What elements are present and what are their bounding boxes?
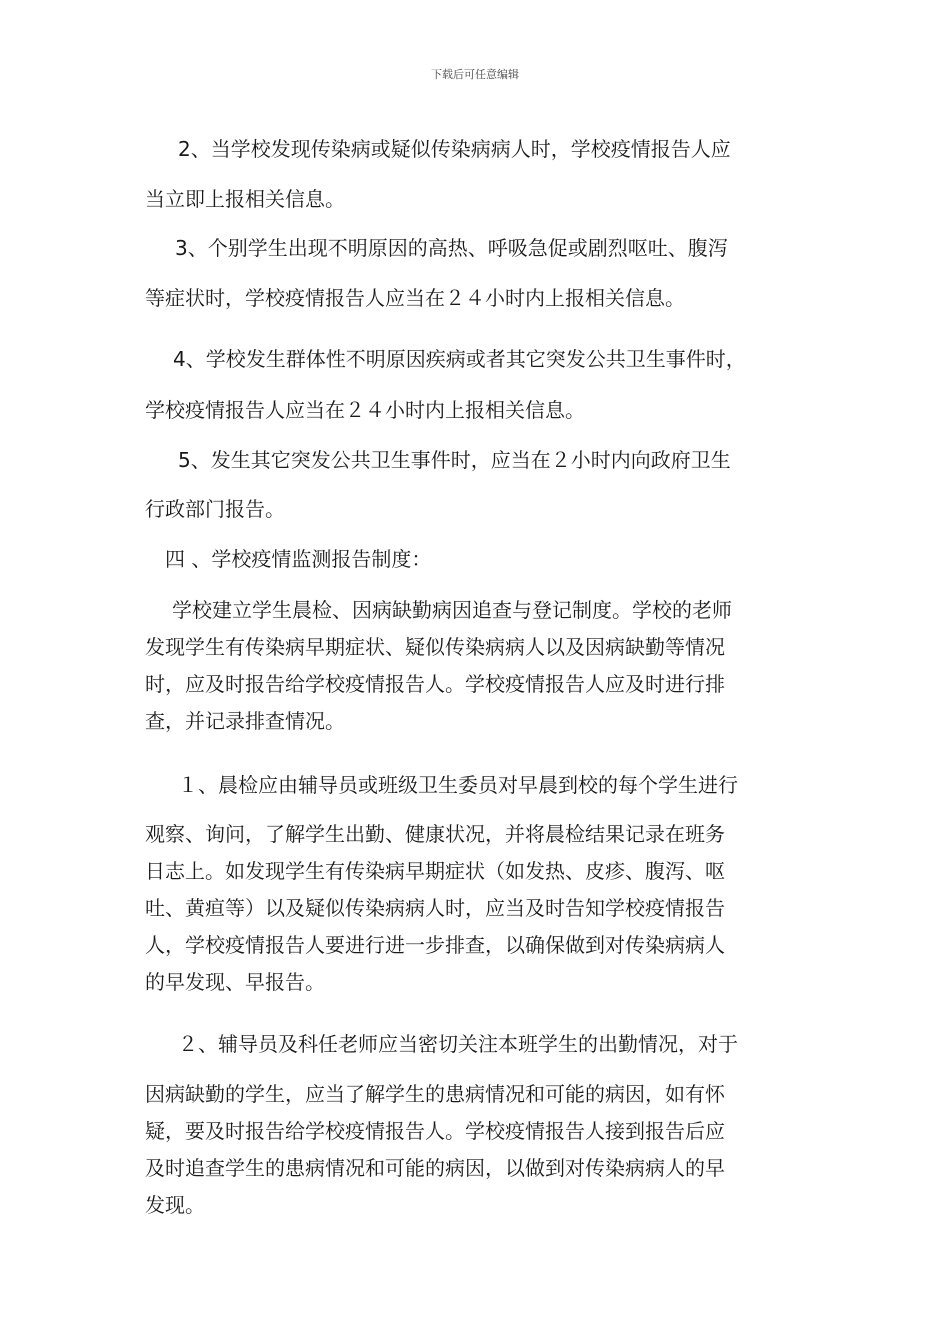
text-line: 疑，要及时报告给学校疫情报告人。学校疫情报告人接到报告后应: [145, 1119, 725, 1143]
text-line: 行政部门报告。: [145, 497, 285, 521]
text-line: 日志上。如发现学生有传染病早期症状（如发热、皮疹、腹泻、呕: [145, 859, 725, 883]
text-line: 当立即上报相关信息。: [145, 187, 345, 211]
section-heading: 四 、学校疫情监测报告制度：: [165, 547, 432, 571]
text-line: 人，学校疫情报告人要进行进一步排查，以确保做到对传染病病人: [145, 933, 725, 957]
text-line: 5、发生其它突发公共卫生事件时，应当在２小时内向政府卫生: [178, 448, 731, 472]
text-line: 观察、询问，了解学生出勤、健康状况，并将晨检结果记录在班务: [145, 822, 725, 846]
page-header: 下载后可任意编辑: [431, 68, 519, 81]
text-line: 查，并记录排查情况。: [145, 709, 345, 733]
text-line: 等症状时，学校疫情报告人应当在２４小时内上报相关信息。: [145, 286, 685, 310]
text-line: 4、学校发生群体性不明原因疾病或者其它突发公共卫生事件时，: [173, 347, 746, 371]
text-line: 学校疫情报告人应当在２４小时内上报相关信息。: [145, 398, 585, 422]
text-line: １、晨检应由辅导员或班级卫生委员对早晨到校的每个学生进行: [178, 773, 738, 797]
text-line: ２、辅导员及科任老师应当密切关注本班学生的出勤情况，对于: [178, 1032, 738, 1056]
text-line: 发现学生有传染病早期症状、疑似传染病病人以及因病缺勤等情况: [145, 635, 725, 659]
text-line: 时，应及时报告给学校疫情报告人。学校疫情报告人应及时进行排: [145, 672, 725, 696]
text-line: 3、个别学生出现不明原因的高热、呼吸急促或剧烈呕吐、腹泻: [175, 236, 728, 260]
text-line: 发现。: [145, 1193, 205, 1217]
text-line: 及时追查学生的患病情况和可能的病因，以做到对传染病病人的早: [145, 1156, 725, 1180]
text-line: 2、当学校发现传染病或疑似传染病病人时，学校疫情报告人应: [178, 137, 731, 161]
text-line: 因病缺勤的学生，应当了解学生的患病情况和可能的病因，如有怀: [145, 1082, 725, 1106]
text-line: 吐、黄疸等）以及疑似传染病病人时，应当及时告知学校疫情报告: [145, 896, 725, 920]
text-line: 学校建立学生晨检、因病缺勤病因追查与登记制度。学校的老师: [172, 598, 732, 622]
text-line: 的早发现、早报告。: [145, 970, 325, 994]
